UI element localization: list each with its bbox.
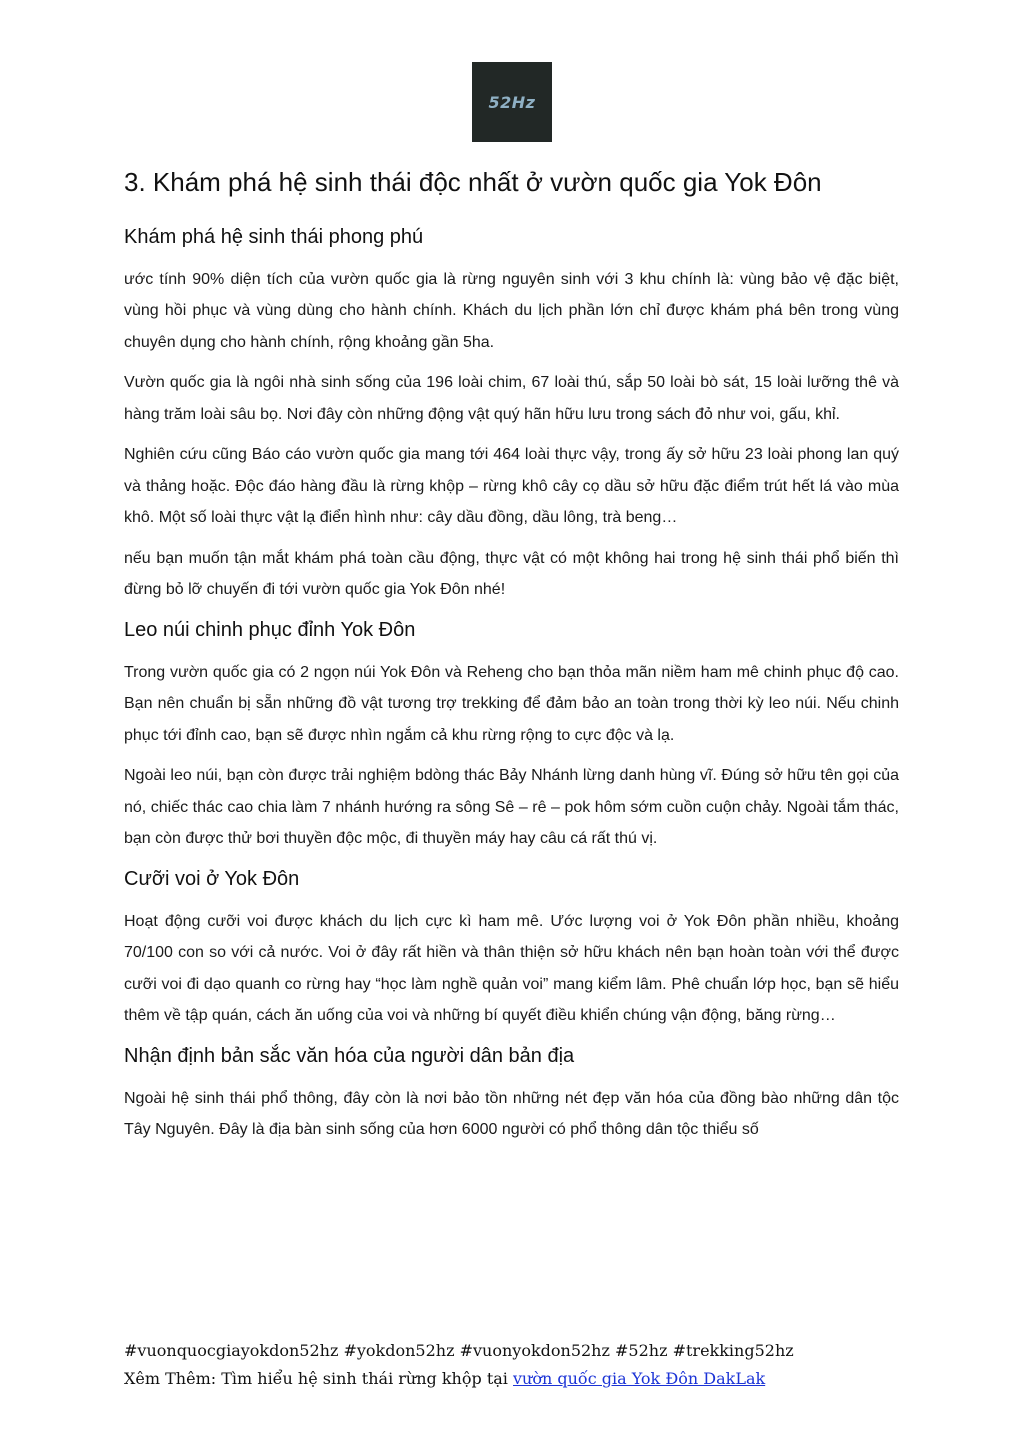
footer — [124, 1337, 904, 1393]
paragraph: Ngoài hệ sinh thái phổ thông, đây còn là nơi bảo tồn những nét đẹp văn hóa của đồng bào những dân tộc Tây Nguyên. Đây là địa bàn sinh sống của hơn 6000 người có phổ thông dân tộc thiểu số — [124, 1089, 899, 1139]
paragraph: ước tính 90% diện tích của vườn quốc gia là rừng nguyên sinh với 3 khu chính là: vùng bảo vệ đặc biệt, vùng hồi phục và vùng dùng cho hành chính. Khách du lịch phần lớn chỉ được khám phá bên trong vùng chuyên dụng cho hành chính, rộng khoảng gần 5ha. — [124, 270, 899, 351]
paragraph: Trong vườn quốc gia có 2 ngọn núi Yok Đôn và Reheng cho bạn thỏa mãn niềm ham mê chinh phục độ cao. Bạn nên chuẩn bị sẵn những đồ vật tương trợ trekking để đảm bảo an toàn trong thời kỳ leo núi. Nếu chinh phục tới đỉnh cao, bạn sẽ được nhìn ngắm cả khu rừng rộng to cực độc và lạ. — [124, 663, 899, 744]
see-more-text: Xêm Thêm: Tìm hiểu hệ sinh thái rừng khộp tại — [124, 1369, 513, 1388]
section-heading: Khám phá hệ sinh thái phong phú — [124, 225, 424, 248]
yok-don-link[interactable]: vườn quốc gia Yok Đôn DakLak — [513, 1369, 766, 1388]
section-heading: Cưỡi voi ở Yok Đôn — [124, 867, 300, 890]
paragraph: Hoạt động cưỡi voi được khách du lịch cực kì ham mê. Ước lượng voi ở Yok Đôn phần nhiều, khoảng 70/100 con so với cả nước. Voi ở đây rất hiền và thân thiện sở hữu khách nên bạn hoàn toàn với thể được cưỡi voi đi dạo quanh co rừng hay “học làm nghề quản voi” mang kiểm lâm. Phê chuẩn lớp học, bạn sẽ hiểu thêm về tập quán, cách ăn uống của voi và những bí quyết điều khiển chúng vận động, băng rừng… — [124, 912, 899, 1025]
section-climbing — [124, 615, 899, 855]
paragraph: Nghiên cứu cũng Báo cáo vườn quốc gia mang tới 464 loài thực vậy, trong ấy sở hữu 23 loài phong lan quý và thảng hoặc. Độc đáo hàng đầu là rừng khộp – rừng khô cây cọ dầu sở hữu đặc điểm trút hết lá vào mùa khô. Một số loài thực vật lạ điển hình như: cây dầu đồng, dầu lông, trà beng… — [124, 446, 899, 527]
paragraph: Vườn quốc gia là ngôi nhà sinh sống của 196 loài chim, 67 loài thú, sắp 50 loài bò sát, 15 loài lưỡng thê và hàng trăm loài sâu bọ. Nơi đây còn những động vật quý hãn hữu lưu trong sách đỏ như voi, gấu, khỉ. — [124, 374, 899, 423]
section-heading: Nhận định bản sắc văn hóa của người dân bản địa — [124, 1044, 575, 1067]
footer-hashtags: #vuonquocgiayokdon52hz #yokdon52hz #vuonyokdon52hz #52hz #trekking52hz — [124, 1341, 794, 1360]
paragraph: nếu bạn muốn tận mắt khám phá toàn cầu động, thực vật có một không hai trong hệ sinh thái phổ biến thì đừng bỏ lỡ chuyến đi tới vườn quốc gia Yok Đôn nhé! — [124, 549, 899, 599]
section-ecosystem — [124, 222, 899, 606]
logo-text: 52Hz — [488, 92, 536, 112]
paragraph: Ngoài leo núi, bạn còn được trải nghiệm bdòng thác Bảy Nhánh lừng danh hùng vĩ. Đúng sở hữu tên gọi của nó, chiếc thác cao chia làm 7 nhánh hướng ra sông Sê – rê – pok hôm sớm cuồn cuộn chảy. Ngoài tắm thác, bạn còn được thử bơi thuyền độc mộc, đi thuyền máy hay câu cá rất thú vị. — [124, 767, 899, 848]
section-heading: Leo núi chinh phục đỉnh Yok Đôn — [124, 618, 416, 641]
section-culture — [124, 1041, 899, 1146]
footer-see-more — [124, 1365, 904, 1393]
page-title: 3. Khám phá hệ sinh thái độc nhất ở vườn quốc gia Yok Đôn — [124, 167, 822, 197]
logo-52hz — [472, 62, 552, 142]
article — [124, 160, 899, 1155]
section-elephant-riding — [124, 864, 899, 1032]
